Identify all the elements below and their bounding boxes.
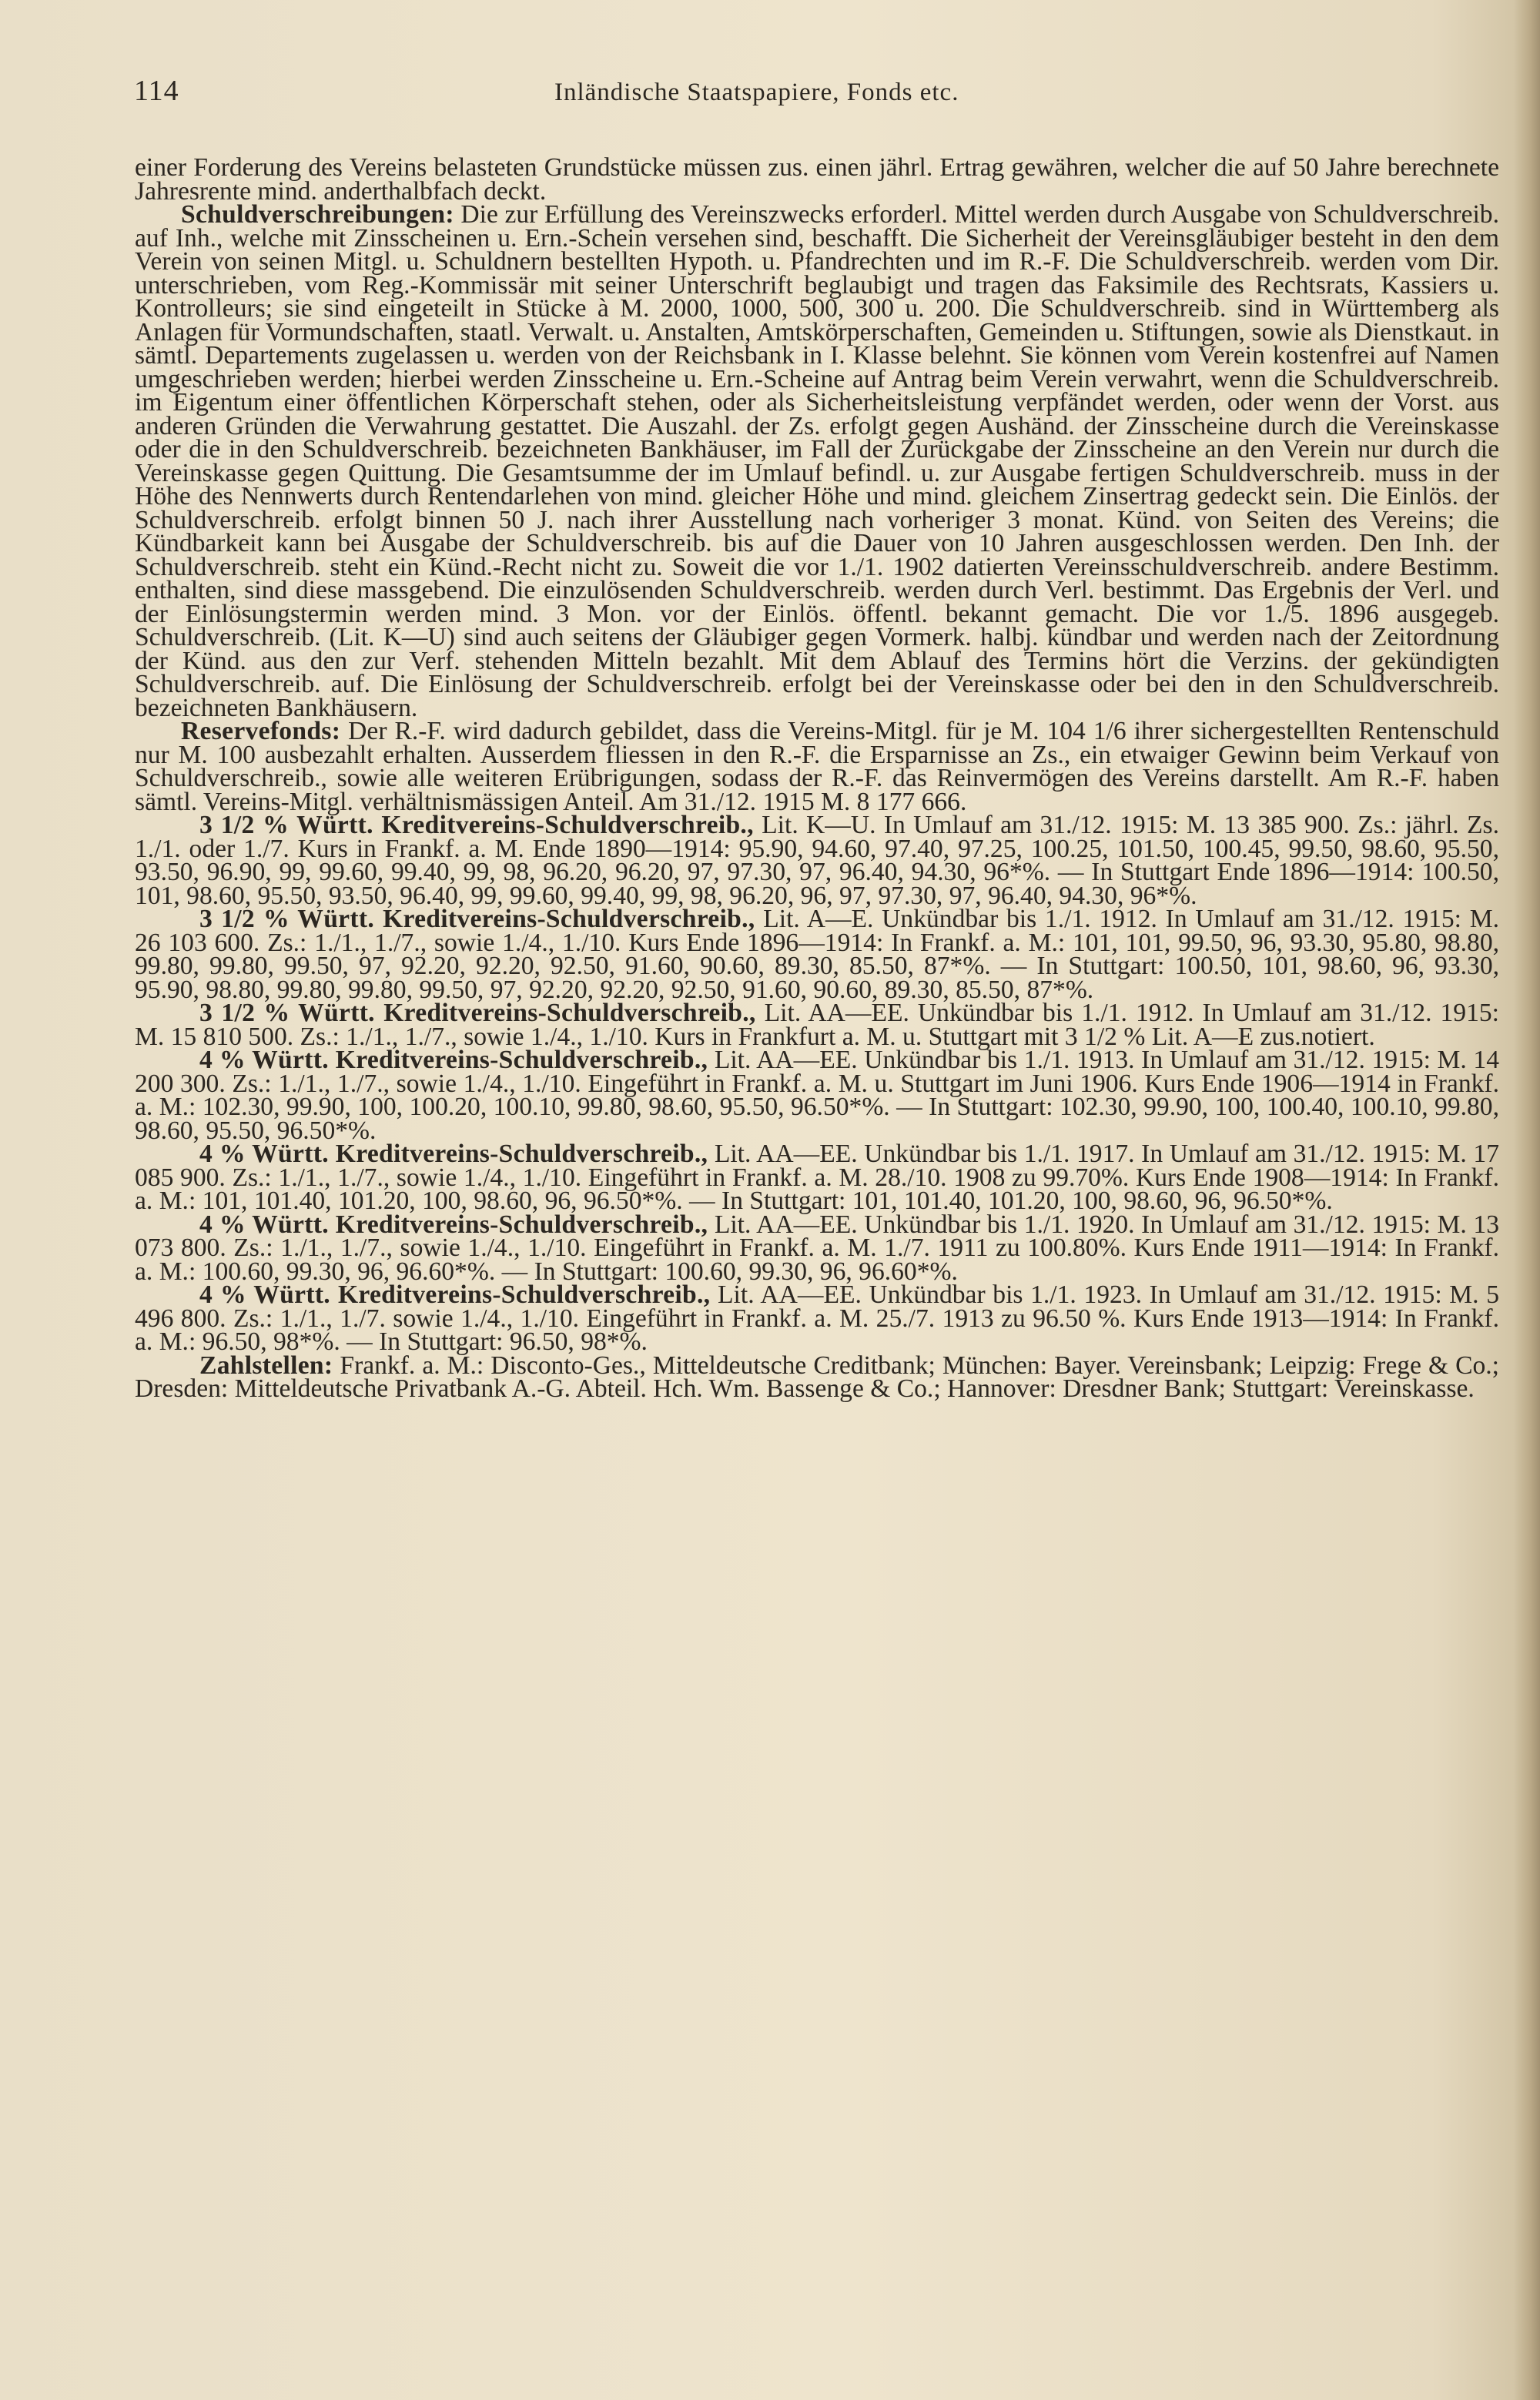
paragraph-text: einer Forderung des Vereins belasteten Grundstücke müssen zus. einen jährl. Ertrag gewähren, welcher die auf 50 Jahre berechnete Jahresrente mind. anderthalbfach deckt. [135, 153, 1499, 206]
body-text [135, 153, 1499, 1403]
bond-entry [135, 1280, 1499, 1356]
paragraph-text: Lit. AA—EE. Unkündbar bis 1./1. 1913. In Umlauf am 31./12. 1915: M. 14 200 300. Zs.: 1./1., 1./7., sowie 1./4., 1./10. Eingeführt in Frankf. a. M. u. Stuttgart im Juni 1906. Kurs Ende 1906—1914 in Frankf. a. M.: 102.30, 99.90, 100, 100.20, 100.10, 99.80, 98.60, 95.50, 96.50*%. — In Stuttgart: 102.30, 99.90, 100, 100.40, 100.10, 99.80, 98.60, 95.50, 96.50*%. [135, 1046, 1499, 1145]
bond-heading: 3 1/2 % Württ. Kreditvereins-Schuldverschreib., [199, 905, 755, 933]
page-header [123, 74, 1502, 120]
bond-entry [135, 905, 1499, 1004]
section-heading: Reservefonds: [181, 717, 341, 745]
bond-entry [135, 1210, 1499, 1286]
paragraph-text: Lit. AA—EE. Unkündbar bis 1./1. 1917. In Umlauf am 31./12. 1915: M. 17 085 900. Zs.: 1./1., 1./7., sowie 1./4., 1./10. Eingeführt in Frankf. a. M. 28./10. 1908 zu 99.70%. Kurs Ende 1908—1914: In Frankf. a. M.: 101, 101.40, 101.20, 100, 98.60, 96, 96.50*%. — In Stuttgart: 101, 101.40, 101.20, 100, 98.60, 96, 96.50*%. [135, 1140, 1499, 1215]
paragraph-text: Der R.-F. wird dadurch gebildet, dass die Vereins-Mitgl. für je M. 104 1/6 ihrer sichergestellten Rentenschuld nur M. 100 ausbezahlt erhalten. Ausserdem fliessen in den R.-F. die Ersparnisse an Zs., ein etwaiger Gewinn beim Verkauf von Schuldverschreib., sowie alle weiteren Erübrigungen, sodass der R.-F. das Reinvermögen des Vereins darstellt. Am R.-F. haben sämtl. Vereins-Mitgl. verhältnismässigen Anteil. Am 31./12. 1915 M. 8 177 666. [135, 717, 1499, 816]
bond-heading: 3 1/2 % Württ. Kreditvereins-Schuldverschreib., [199, 999, 756, 1027]
bond-entry [135, 1140, 1499, 1215]
paragraph-text: Frankf. a. M.: Disconto-Ges., Mitteldeutsche Creditbank; München: Bayer. Vereinsbank; Leipzig: Frege & Co.; Dresden: Mitteldeutsche Privatbank A.-G. Abteil. Hch. Wm. Bassenge & Co.; Hannover: Dresdner Bank; Stuttgart: Vereinskasse. [135, 1351, 1499, 1403]
paragraph-zahlstellen [135, 1351, 1499, 1403]
section-heading: Zahlstellen: [199, 1351, 333, 1380]
page-number: 114 [134, 75, 179, 107]
bond-heading: 4 % Württ. Kreditvereins-Schuldverschreib., [199, 1140, 708, 1168]
bond-heading: 4 % Württ. Kreditvereins-Schuldverschreib., [199, 1280, 711, 1309]
bond-entry [135, 1046, 1499, 1145]
page-edge-shadow [1514, 0, 1540, 2400]
running-title: Inländische Staatspapiere, Fonds etc. [554, 79, 959, 106]
paragraph-text: Lit. AA—EE. Unkündbar bis 1./1. 1920. In Umlauf am 31./12. 1915: M. 13 073 800. Zs.: 1./1., 1./7., sowie 1./4., 1./10. Eingeführt in Frankf. a. M. 1./7. 1911 zu 100.80%. Kurs Ende 1911—1914: In Frankf. a. M.: 100.60, 99.30, 96, 96.60*%. — In Stuttgart: 100.60, 99.30, 96, 96.60*%. [135, 1210, 1499, 1286]
paragraph-text: Lit. A—E. Unkündbar bis 1./1. 1912. In Umlauf am 31./12. 1915: M. 26 103 600. Zs.: 1./1., 1./7., sowie 1./4., 1./10. Kurs Ende 1896—1914: In Frankf. a. M.: 101, 101, 99.50, 96, 93.30, 95.80, 98.80, 99.80, 99.80, 99.50, 97, 92.20, 92.20, 92.50, 91.60, 90.60, 89.30, 85.50, 87*%. — In Stuttgart: 100.50, 101, 98.60, 96, 93.30, 95.90, 98.80, 99.80, 99.80, 99.50, 97, 92.20, 92.20, 92.50, 91.60, 90.60, 89.30, 85.50, 87*%. [135, 905, 1499, 1004]
paragraph-text: Die zur Erfüllung des Vereinszwecks erforderl. Mittel werden durch Ausgabe von Schuldverschreib. auf Inh., welche mit Zinsscheinen u. Ern.-Schein versehen sind, beschafft. Die Sicherheit der Vereinsgläubiger besteht in den dem Verein von seinen Mitgl. u. Schuldnern bestellten Hypoth. u. Pfandrechten und im R.-F. Die Schuldverschreib. werden vom Dir. unterschrieben, vom Reg.-Kommissär mit seiner Unterschrift beglaubigt und tragen das Faksimile des Rechtsrats, Kassiers u. Kontrolleurs; sie sind eingeteilt in Stücke à M. 2000, 1000, 500, 300 u. 200. Die Schuldverschreib. sind in Württemberg als Anlagen für Vormundschaften, staatl. Verwalt. u. Anstalten, Amtskörperschaften, Gemeinden u. Stiftungen, sowie als Dienstkaut. in sämtl. Departements zugelassen u. werden von der Reichsbank in I. Klasse belehnt. Sie können vom Verein kostenfrei auf Namen umgeschrieben werden; hierbei werden Zinsscheine u. Ern.-Scheine auf Antrag beim Verein verwahrt, wenn die Schuldverschreib. im Eigentum einer öffentlichen Körperschaft stehen, oder als Sicherheitsleistung verpfändet werden, oder wenn der Vorst. aus anderen Gründen die Verwahrung gestattet. Die Auszahl. der Zs. erfolgt gegen Aushänd. der Zinsscheine durch die Vereinskasse oder die in den Schuldverschreib. bezeichneten Bankhäuser, im Fall der Zurückgabe der Zinsscheine an den Verein nur durch die Vereinskasse gegen Quittung. Die Gesamtsumme der im Umlauf befindl. u. zur Ausgabe fertigen Schuldverschreib. muss in der Höhe des Nennwerts durch Rentendarlehen von mind. gleicher Höhe und mind. gleichem Zinsertrag gedeckt sein. Die Einlös. der Schuldverschreib. erfolgt binnen 50 J. nach ihrer Ausstellung nach vorheriger 3 monat. Künd. von Seiten des Vereins; die Kündbarkeit kann bei Ausgabe der Schuldverschreib. bis auf die Dauer von 10 Jahren ausgeschlossen werden. Den Inh. der Schuldverschreib. steht ein Künd.-Recht nicht zu. Soweit die vor 1./1. 1902 datierten Vereinsschuldverschreib. andere Bestimm. enthalten, sind diese massgebend. Die einzulösenden Schuldverschreib. werden durch Verl. bestimmt. Das Ergebnis der Verl. und der Einlösungstermin werden mind. 3 Mon. vor der Einlös. öffentl. bekannt gemacht. Die vor 1./5. 1896 ausgegeb. Schuldverschreib. (Lit. K—U) sind auch seitens der Gläubiger gegen Vormerk. halbj. kündbar und werden nach der Zeitordnung der Künd. aus den zur Verf. stehenden Mitteln bezahlt. Mit dem Ablauf des Termins hört die Verzins. der gekündigten Schuldverschreib. auf. Die Einlösung der Schuldverschreib. erfolgt bei der Vereinskasse oder bei den in den Schuldverschreib. bezeichneten Bankhäusern. [135, 200, 1499, 722]
section-heading: Schuldverschreibungen: [181, 200, 454, 229]
bond-heading: 4 % Württ. Kreditvereins-Schuldverschreib., [199, 1046, 708, 1074]
paragraph-reservefonds [135, 717, 1499, 816]
paragraph-text: Lit. AA—EE. Unkündbar bis 1./1. 1912. In Umlauf am 31./12. 1915: M. 15 810 500. Zs.: 1./1., 1./7., sowie 1./4., 1./10. Kurs in Frankfurt a. M. u. Stuttgart mit 3 1/2 % Lit. A—E zus.notiert. [135, 999, 1499, 1051]
paragraph-schuldverschreibungen [135, 200, 1499, 722]
bond-entry [135, 999, 1499, 1051]
paragraph-continuation [135, 153, 1499, 206]
bond-entry [135, 811, 1499, 910]
paragraph-text: Lit. AA—EE. Unkündbar bis 1./1. 1923. In Umlauf am 31./12. 1915: M. 5 496 800. Zs.: 1./1., 1./7. sowie 1./4., 1./10. Eingeführt in Frankf. a. M. 25./7. 1913 zu 96.50 %. Kurs Ende 1913—1914: In Frankf. a. M.: 96.50, 98*%. — In Stuttgart: 96.50, 98*%. [135, 1280, 1499, 1356]
bond-heading: 4 % Württ. Kreditvereins-Schuldverschreib., [199, 1210, 708, 1239]
bond-heading: 3 1/2 % Württ. Kreditvereins-Schuldverschreib., [199, 811, 754, 839]
paragraph-text: Lit. K—U. In Umlauf am 31./12. 1915: M. 13 385 900. Zs.: jährl. Zs. 1./1. oder 1./7. Kurs in Frankf. a. M. Ende 1890—1914: 95.90, 94.60, 97.40, 97.25, 100.25, 101.50, 100.45, 99.50, 98.60, 95.50, 93.50, 96.90, 99, 99.60, 99.40, 99, 98, 96.20, 96.20, 97, 97.30, 97, 96.40, 94.30, 96*%. — In Stuttgart Ende 1896—1914: 100.50, 101, 98.60, 95.50, 93.50, 96.40, 99, 99.60, 99.40, 99, 98, 96.20, 96, 97, 97.30, 97, 96.40, 94.30, 96*%. [135, 811, 1499, 910]
